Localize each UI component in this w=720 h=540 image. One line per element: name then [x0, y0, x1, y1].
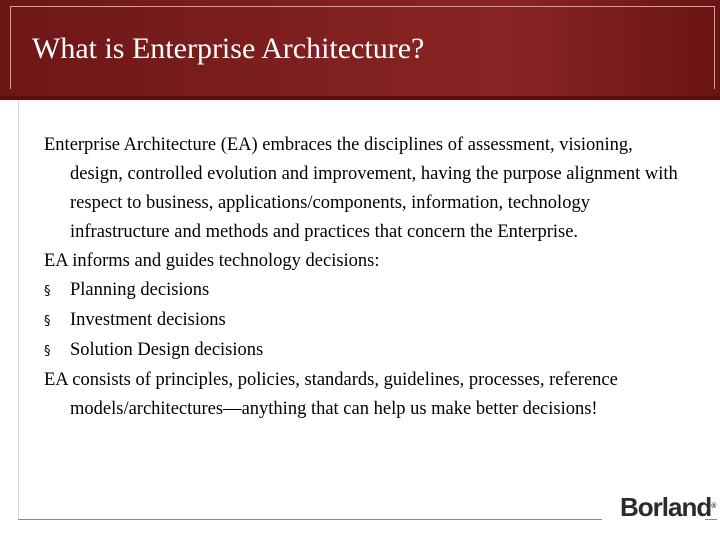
footer-divider: [18, 519, 602, 520]
bullet-marker-icon: §: [44, 284, 51, 299]
title-banner-edge: [0, 96, 720, 100]
bullet-marker-icon: §: [44, 314, 51, 329]
guidance-paragraph: EA informs and guides technology decisions:: [44, 251, 380, 271]
slide-body: [44, 131, 684, 424]
composition-paragraph: EA consists of principles, policies, standards, guidelines, processes, reference models/architectures—anything that can help us make better decisions!: [44, 370, 618, 419]
registered-mark: ®: [711, 503, 717, 510]
bullet-text: Solution Design decisions: [70, 340, 264, 360]
bullet-item-investment: [44, 306, 684, 336]
slide-title: What is Enterprise Architecture?: [32, 32, 425, 65]
bullet-item-solution-design: [44, 336, 684, 366]
definition-paragraph: Enterprise Architecture (EA) embraces the disciplines of assessment, visioning, design, controlled evolution and improvement, having the purpose alignment with respect to business, applications/components, information, technology infrastructure and methods and practices that concern the Enterprise.: [44, 135, 678, 242]
bullet-marker-icon: §: [44, 344, 51, 359]
borland-logo: [620, 494, 716, 520]
title-banner: [0, 0, 720, 100]
bullet-text: Investment decisions: [70, 310, 226, 330]
bullet-text: Planning decisions: [70, 280, 210, 300]
content-frame-left: [18, 100, 19, 520]
logo-text: Borland: [620, 492, 712, 522]
bullet-item-planning: [44, 276, 684, 306]
